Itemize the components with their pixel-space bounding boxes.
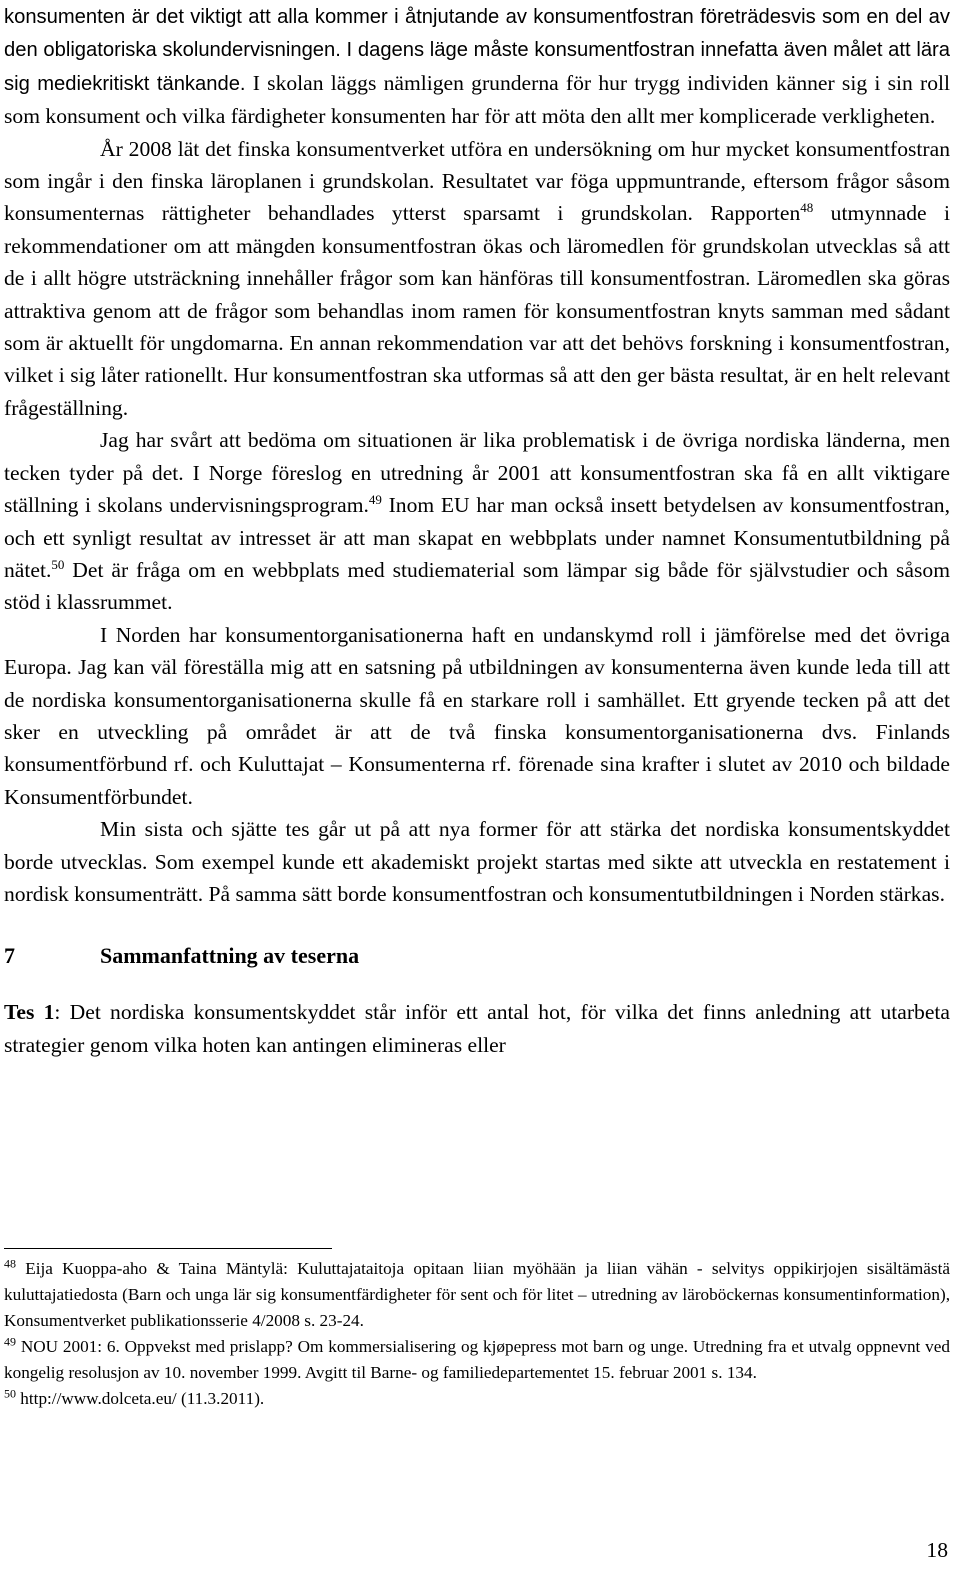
section-heading (4, 940, 950, 972)
footnote-48 (4, 1256, 950, 1334)
footnote-50 (4, 1386, 950, 1412)
section-number: 7 (4, 943, 15, 969)
paragraph-1-lead: konsumenten är det viktigt att alla kommer i åtnjutande av konsumentfostran företrädesvis som en del av den obligatoriska skolundervisningen. I dagens läge måste konsumentfostran innefatta även målet att lära sig mediekritiskt tänkande. (4, 6, 950, 95)
footnote-separator (4, 1248, 332, 1249)
page-number: 18 (926, 1538, 948, 1562)
paragraph-1 (4, 0, 950, 133)
paragraph-3-text-a: Jag har svårt att bedöma om situationen är lika problematisk i de övriga nordiska länderna, men tecken tyder på det. I Norge föreslog en utredning år 2001 att konsumentfostran ska få en allt viktigare ställning i skolans undervisningsprogram. (4, 428, 950, 518)
footnote-ref-48[interactable]: 48 (800, 200, 814, 216)
footnote-ref-49[interactable]: 49 (368, 491, 382, 507)
footnote-50-text[interactable]: http://www.dolceta.eu/ (11.3.2011). (16, 1389, 265, 1408)
footnote-ref-50[interactable]: 50 (51, 556, 65, 572)
document-page (4, 0, 950, 1061)
paragraph-3 (4, 424, 950, 618)
thesis-1 (4, 996, 950, 1061)
footnote-49-text: NOU 2001: 6. Oppvekst med prislapp? Om kommersialisering og kjøpepress mot barn og unge. Utredning fra et utvalg oppnevnt ved kongelig resolusjon av 10. november 1999. Avgitt til Barne- og familiedepartementet 15. februar 2001 s. 134. (4, 1337, 950, 1382)
paragraph-4: I Norden har konsumentorganisationerna haft en undanskymd roll i jämförelse med det övriga Europa. Jag kan väl föreställa mig att en satsning på utbildningen av konsumenterna även kunde leda till att de nordiska konsumentorganisationerna skulle få en starkare roll i samhället. Ett gryende tecken på att det sker en utveckling på området är att de två finska konsumentorganisationerna dvs. Finlands konsumentförbund rf. och Kuluttajat – Konsumenterna rf. förenade sina krafter i slutet av 2010 och bildade Konsumentförbundet. (4, 622, 950, 809)
paragraph-2 (4, 133, 950, 425)
paragraph-3-text-c: Det är fråga om en webbplats med studiematerial som lämpar sig både för självstudier och såsom stöd i klassrummet. (4, 557, 950, 615)
paragraph-3-text-b: Inom EU har man också insett betydelsen av konsumentfostran, och ett synligt resultat av intresset är att man skapat en webbplats under namnet Konsumentutbildning på nätet. (4, 493, 950, 582)
paragraph-2-text-b: utmynnade i rekommendationer om att mängden konsumentfostran ökas och läromedlen för grundskolan utvecklas så att de i allt högre utsträckning innehåller frågor som kan hänföras till konsumentfostran. Läromedlen ska göras attraktiva genom att de frågor som behandlas inom ramen för konsumentfostran knyts samman med sådant som är aktuellt för ungdomarna. En annan rekommendation var att det behövs forskning i konsumentfostran, vilket i sig låter rationellt. Hur konsumentfostran ska utformas så att den ger bästa resultat, är en helt relevant frågeställning. (4, 201, 951, 420)
footnote-48-text: Eija Kuoppa-aho & Taina Mäntylä: Kuluttajataitoja opitaan liian myöhään ja liian vähän - selvitys oppikirjojen sisältämästä kuluttajatiedosta (Barn och unga lär sig konsumentfärdigheter för sent och för litet – utredning av läroböckernas konsumentinformation), Konsumentverket publikationsserie 4/2008 s. 23-24. (4, 1259, 950, 1330)
thesis-1-label: Tes 1 (4, 1000, 55, 1025)
footnote-49-marker: 49 (4, 1334, 16, 1349)
section-title: Sammanfattning av teserna (100, 943, 360, 969)
footnote-50-marker: 50 (4, 1386, 16, 1401)
paragraph-2-text-a: År 2008 lät det finska konsumentverket utföra en undersökning om hur mycket konsumentfostran som ingår i den finska läroplanen i grundskolan. Resultatet var föga uppmuntrande, eftersom frågor såsom konsumenternas rättigheter behandlades ytterst sparsamt i grundskolan. Rapporten (4, 136, 950, 226)
paragraph-1-rest: I skolan läggs nämligen grunderna för hur trygg individen känner sig i sin roll som konsument och vilka färdigheter konsumenten har för att möta den allt mer komplicerade verkligheten. (4, 70, 950, 129)
footnote-49 (4, 1334, 950, 1386)
paragraph-5: Min sista och sjätte tes går ut på att nya former för att stärka det nordiska konsumentskyddet borde utvecklas. Som exempel kunde ett akademiskt projekt startas med sikte att utveckla en restatement i nordisk konsumenträtt. På samma sätt borde konsumentfostran och konsumentutbildningen i Norden stärkas. (4, 817, 950, 906)
thesis-1-text: : Det nordiska konsumentskyddet står inför ett antal hot, för vilka det finns anledning att utarbeta strategier genom vilka hoten kan antingen elimineras eller (4, 1000, 950, 1057)
footnote-48-marker: 48 (4, 1256, 16, 1271)
footnotes (4, 1256, 950, 1412)
